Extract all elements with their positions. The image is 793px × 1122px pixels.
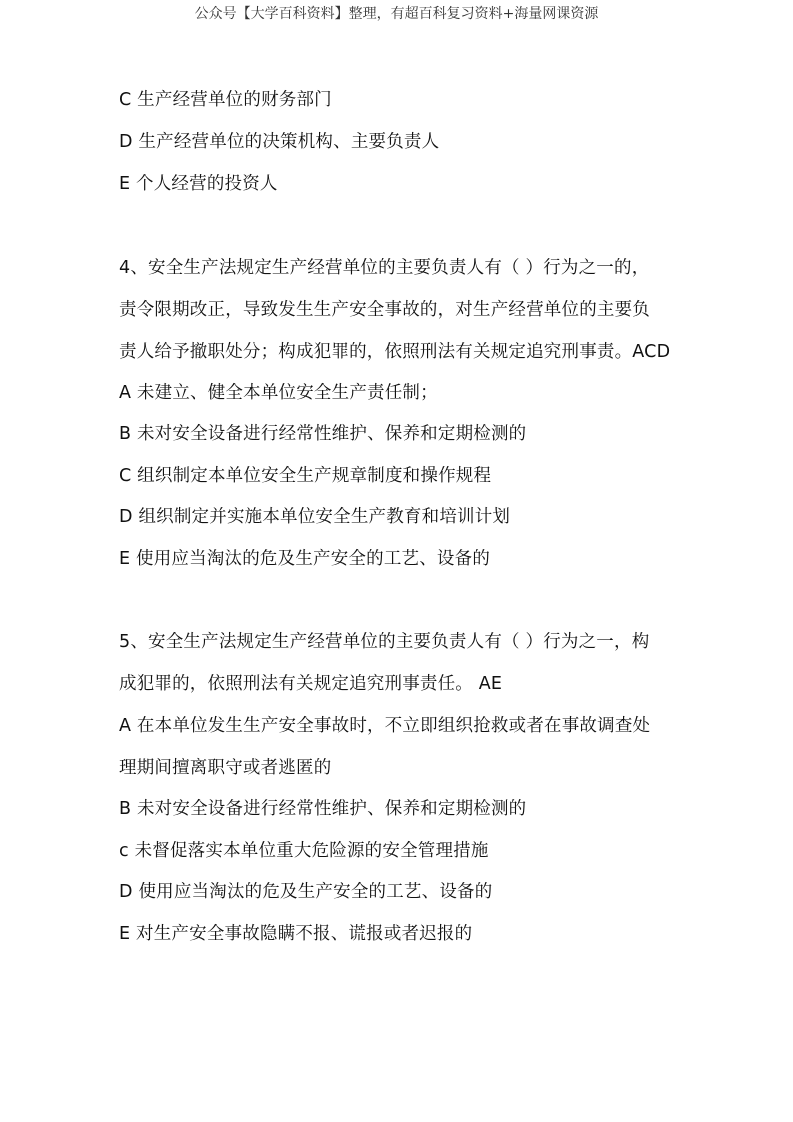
q4-option-a: A 未建立、健全本单位安全生产责任制； (119, 383, 438, 403)
q5-stem-line-1: 5、安全生产法规定生产经营单位的主要负责人有（ ）行为之一，构 (119, 632, 650, 652)
q3-option-d: D 生产经营单位的决策机构、主要负责人 (119, 132, 440, 152)
q5-option-e: E 对生产安全事故隐瞒不报、谎报或者迟报的 (119, 924, 473, 944)
q4-stem-line-2: 责令限期改正，导致发生生产安全事故的，对生产经营单位的主要负 (119, 300, 650, 320)
q5-option-d: D 使用应当淘汰的危及生产安全的工艺、设备的 (119, 882, 493, 902)
q5-option-b: B 未对安全设备进行经常性维护、保养和定期检测的 (119, 799, 527, 819)
q5-option-a-line-2: 理期间擅离职守或者逃匿的 (119, 758, 332, 778)
q5-option-c: c 未督促落实本单位重大危险源的安全管理措施 (119, 841, 489, 861)
q5-stem-line-2: 成犯罪的，依照刑法有关规定追究刑事责任。 AE (119, 674, 503, 694)
q4-stem-line-1: 4、安全生产法规定生产经营单位的主要负责人有（ ）行为之一的， (119, 258, 650, 278)
q5-option-a-line-1: A 在本单位发生生产安全事故时，不立即组织抢救或者在事故调查处 (119, 716, 651, 736)
q3-option-e: E 个人经营的投资人 (119, 174, 278, 194)
q4-stem-line-3: 责人给予撤职处分；构成犯罪的，依照刑法有关规定追究刑事责。ACD (119, 342, 671, 362)
q4-option-b: B 未对安全设备进行经常性维护、保养和定期检测的 (119, 424, 527, 444)
page-header-watermark: 公众号【大学百科资料】整理，有超百科复习资料+海量网课资源 (194, 6, 599, 22)
q4-option-c: C 组织制定本单位安全生产规章制度和操作规程 (119, 466, 492, 486)
q3-option-c: C 生产经营单位的财务部门 (119, 90, 332, 110)
q4-option-d: D 组织制定并实施本单位安全生产教育和培训计划 (119, 507, 511, 527)
q4-option-e: E 使用应当淘汰的危及生产安全的工艺、设备的 (119, 549, 491, 569)
